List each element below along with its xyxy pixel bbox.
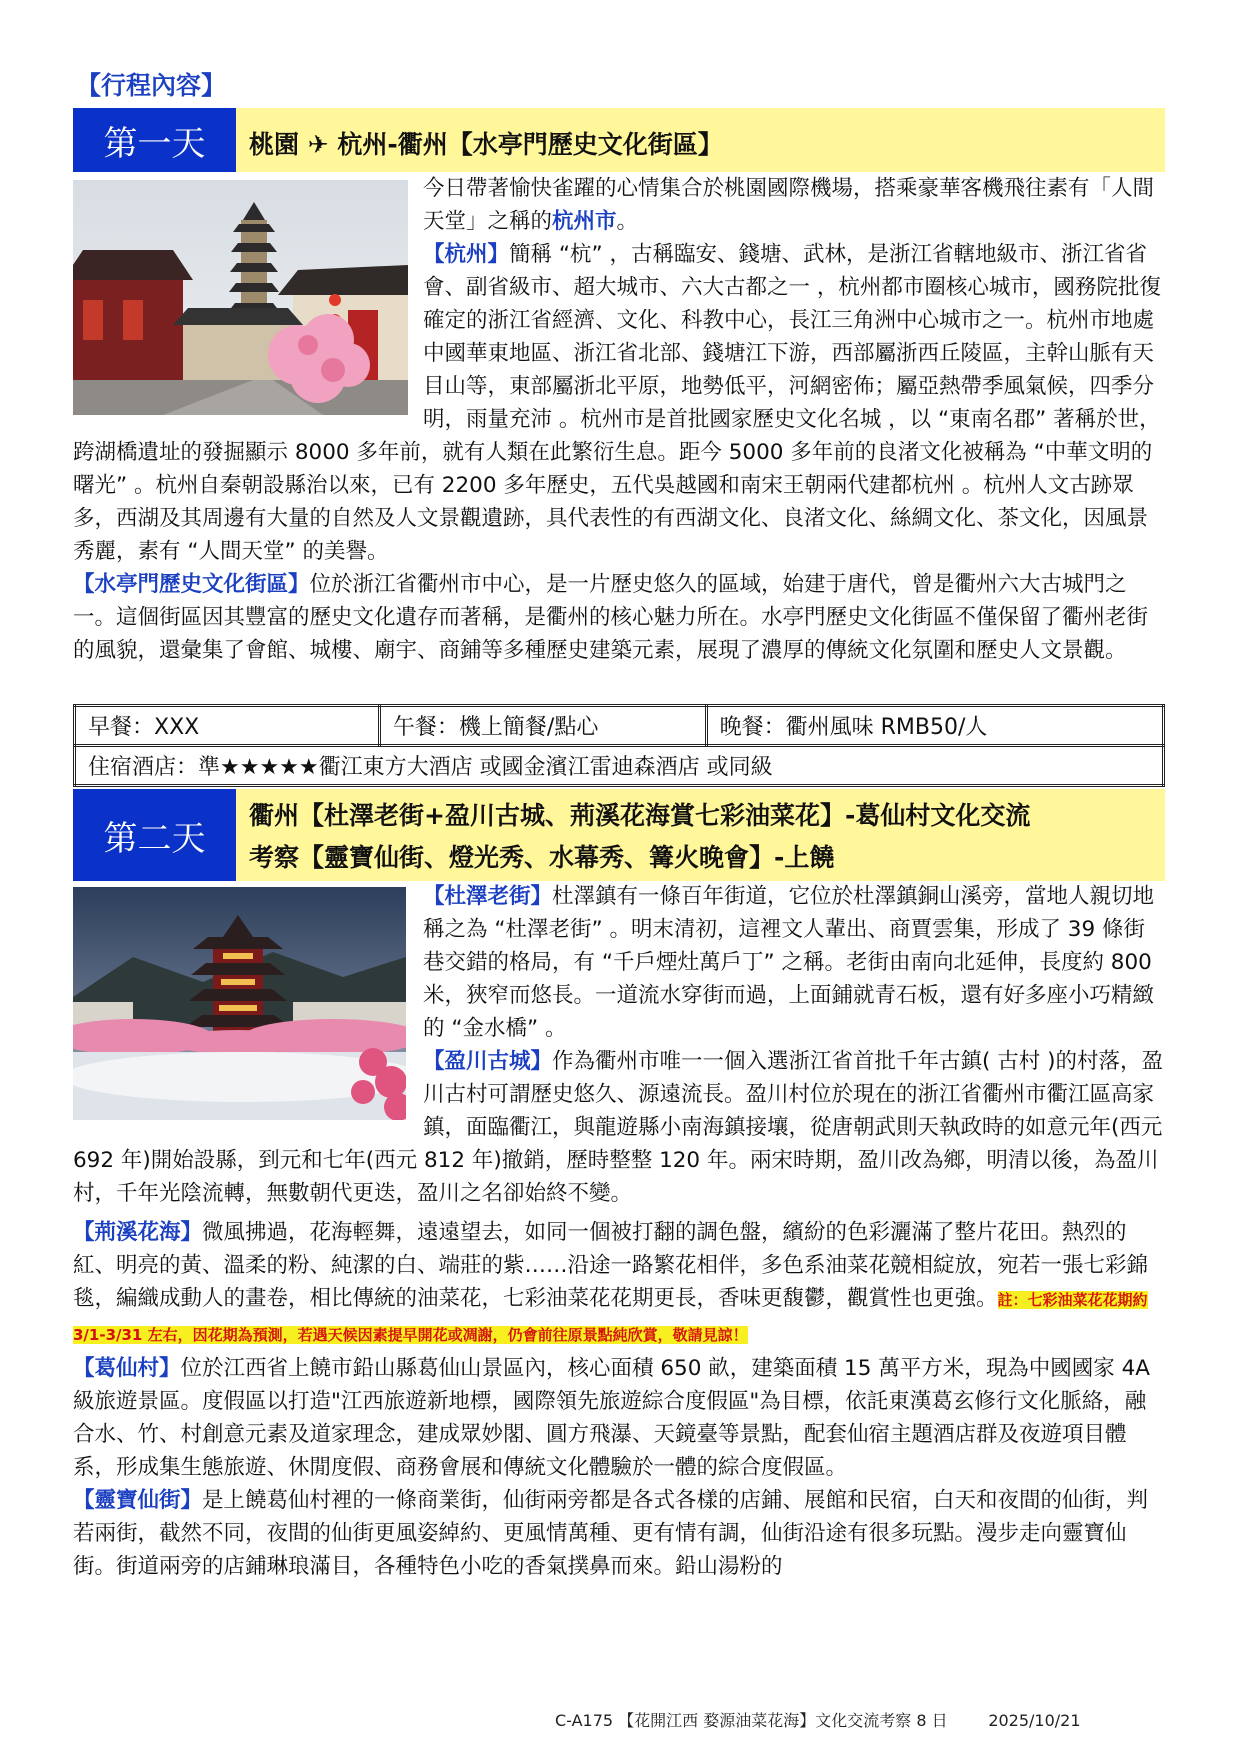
breakfast-cell: 早餐：XXX [75, 706, 380, 746]
shuiting-heading: 【水亭門歷史文化街區】 [73, 572, 310, 597]
jingxi-heading: 【荊溪花海】 [73, 1220, 203, 1245]
section-title: 【行程內容】 [76, 71, 227, 100]
dinner-cell: 晚餐：衢州風味 RMB50/人 [706, 706, 1163, 746]
day1-hangzhou: 【杭州】簡稱 “杭” ，古稱臨安、錢塘、武林，是浙江省轄地級市、浙江省省會、副省級市、超大城市、六大古都之一 ，杭州都市圈核心城市，國務院批復確定的浙江省經濟、文化、科教中心，長江三角洲中心城市之一。杭州市地處中國華東地區、浙江省北部、錢塘江下游，西部屬浙西丘陵區，主幹山脈有天目山等，東部屬浙北平原，地勢低平，河網密佈；屬亞熱帶季風氣候，四季分明，雨量充沛 。杭州市是首批國家歷史文化名城 ，以 “東南名郡” 著稱於世，跨湖橋遺址的發掘顯示 8000 多年前，就有人類在此繁衍生息。距今 5000 多年前的良渚文化被稱為 “中華文明的曙光” 。杭州自秦朝設縣治以來，已有 2200 多年歷史，五代吳越國和南宋王朝兩代建都杭州 。杭州人文古跡眾多，西湖及其周邊有大量的自然及人文景觀遺跡，具代表性的有西湖文化、良渚文化、絲綢文化、茶文化，因風景秀麗，素有 “人間天堂” 的美譽。 [73, 242, 1161, 564]
footer-date: 2025/10/21 [988, 1711, 1081, 1730]
day2-header [73, 789, 1165, 881]
day2-lingbao: 【靈寶仙街】是上饒葛仙村裡的一條商業街，仙街兩旁都是各式各樣的店鋪、展館和民宿，白天和夜間的仙街，判若兩街，截然不同，夜間的仙街更風姿綽約、更風情萬種、更有情有調，仙街沿途有很多玩點。漫步走向靈寶仙街。街道兩旁的店鋪琳琅滿目，各種特色小吃的香氣撲鼻而來。鉛山湯粉的 [73, 1488, 1149, 1579]
day2-title [249, 795, 1159, 879]
day2-yingchuan: 【盈川古城】作為衢州市唯一一個入選浙江省首批千年古鎮( 古村 )的村落，盈川古村可謂歷史悠久、源遠流長。盈川村位於現在的浙江省衢州市衢江區高家鎮，面臨衢江，與龍遊縣小南海鎮接壤，從唐朝武則天執政時的如意元年(西元 692 年)開始設縣，到元和七年(西元 812 年)撤銷，歷時整整 120 年。兩宋時期，盈川改為鄉，明清以後，為盈川村，千年光陰流轉，無數朝代更迭，盈川之名卻始終不變。 [73, 1049, 1163, 1206]
duze-heading: 【杜澤老街】 [423, 884, 553, 909]
day2-title-line2: 考察【靈寶仙街、燈光秀、水幕秀、篝火晚會】-上饒 [249, 843, 835, 872]
day1-header [73, 108, 1165, 172]
day2-photo-spacer [73, 880, 423, 1120]
day2-label: 第二天 [73, 789, 236, 881]
day2-duze: 【杜澤老街】杜澤鎮有一條百年街道，它位於杜澤鎮銅山溪旁，當地人親切地稱之為 “杜澤老街” 。明末清初，這裡文人輩出、商賈雲集，形成了 39 條街巷交錯的格局，有 “千戶煙灶萬戶丁” 之稱。老街由南向北延伸，長度約 800 米，狹窄而悠長。一道流水穿街而過，上面鋪就青石板，還有好多座小巧精緻的 “金水橋” 。 [423, 884, 1155, 1041]
hotel-cell: 住宿酒店：準★★★★★衢江東方大酒店 或國金濱江雷迪森酒店 或同級 [75, 746, 1164, 786]
footer-code: C-A175 [555, 1711, 614, 1730]
day2-description [73, 880, 1165, 1583]
day1-intro: 今日帶著愉快雀躍的心情集合於桃園國際機場，搭乘豪華客機飛往素有「人間天堂」之稱的杭州市。 [423, 176, 1155, 234]
lunch-cell: 午餐：機上簡餐/點心 [379, 706, 706, 746]
yingchuan-heading: 【盈川古城】 [423, 1049, 553, 1074]
day1-label: 第一天 [73, 108, 236, 172]
day1-photo-spacer [73, 172, 423, 414]
day1-meals-table [73, 704, 1165, 787]
jingxi-note: 註：七彩油菜花花期約 3/1-3/31 左右，因花期為預測，若遇天候因素提早開花或凋謝，仍會前往原景點純欣賞，敬請見諒！ [73, 1291, 1148, 1344]
day1-title: 桃園 ✈ 杭州-衢州【水亭門歷史文化街區】 [249, 130, 723, 159]
footer-title: 【花開江西 婺源油菜花海】文化交流考察 8 日 [618, 1711, 948, 1730]
day1-intro-city: 杭州市 [552, 209, 617, 234]
day2-jingxi: 【荊溪花海】微風拂過，花海輕舞，遠遠望去，如同一個被打翻的調色盤，繽紛的色彩灑滿了整片花田。熱烈的紅、明亮的黃、溫柔的粉、純潔的白、端莊的紫……沿途一路繁花相伴，多色系油菜花競相綻放，宛若一張七彩錦毯，編織成動人的畫卷，相比傳統的油菜花，七彩油菜花花期更長，香味更馥鬱，觀賞性也更強。註：七彩油菜花花期約 3/1-3/31 左右，因花期為預測，若遇天候因素提早開花或凋謝，仍會前往原景點純欣賞，敬請見諒！ [73, 1220, 1149, 1344]
page-footer [555, 1708, 1081, 1731]
day2-title-line1: 衢州【杜澤老街+盈川古城、荊溪花海賞七彩油菜花】-葛仙村文化交流 [249, 801, 1031, 830]
meals-row [75, 706, 1164, 746]
day1-description [73, 172, 1165, 667]
lingbao-heading: 【靈寶仙街】 [73, 1488, 203, 1513]
day2-gexian: 【葛仙村】位於江西省上饒市鉛山縣葛仙山景區內，核心面積 650 畝，建築面積 15 萬平方米，現為中國國家 4A 級旅遊景區。度假區以打造"江西旅遊新地標，國際領先旅遊綜合度假區"為目標，依託東漢葛玄修行文化脈絡，融合水、竹、村創意元素及道家理念，建成眾妙閣、圓方飛瀑、天鏡臺等景點，配套仙宿主題酒店群及夜遊項目體系，形成集生態旅遊、休閒度假、商務會展和傳統文化體驗於一體的綜合度假區。 [73, 1356, 1150, 1480]
hotel-row [75, 746, 1164, 786]
gexian-heading: 【葛仙村】 [73, 1356, 181, 1381]
day1-shuiting: 【水亭門歷史文化街區】位於浙江省衢州市中心，是一片歷史悠久的區域，始建于唐代，曾是衢州六大古城門之一。這個街區因其豐富的歷史文化遺存而著稱，是衢州的核心魅力所在。水亭門歷史文化街區不僅保留了衢州老街的風貌，還彙集了會館、城樓、廟宇、商鋪等多種歷史建築元素，展現了濃厚的傳統文化氛圍和歷史人文景觀。 [73, 572, 1149, 663]
hangzhou-heading: 【杭州】 [423, 242, 510, 267]
